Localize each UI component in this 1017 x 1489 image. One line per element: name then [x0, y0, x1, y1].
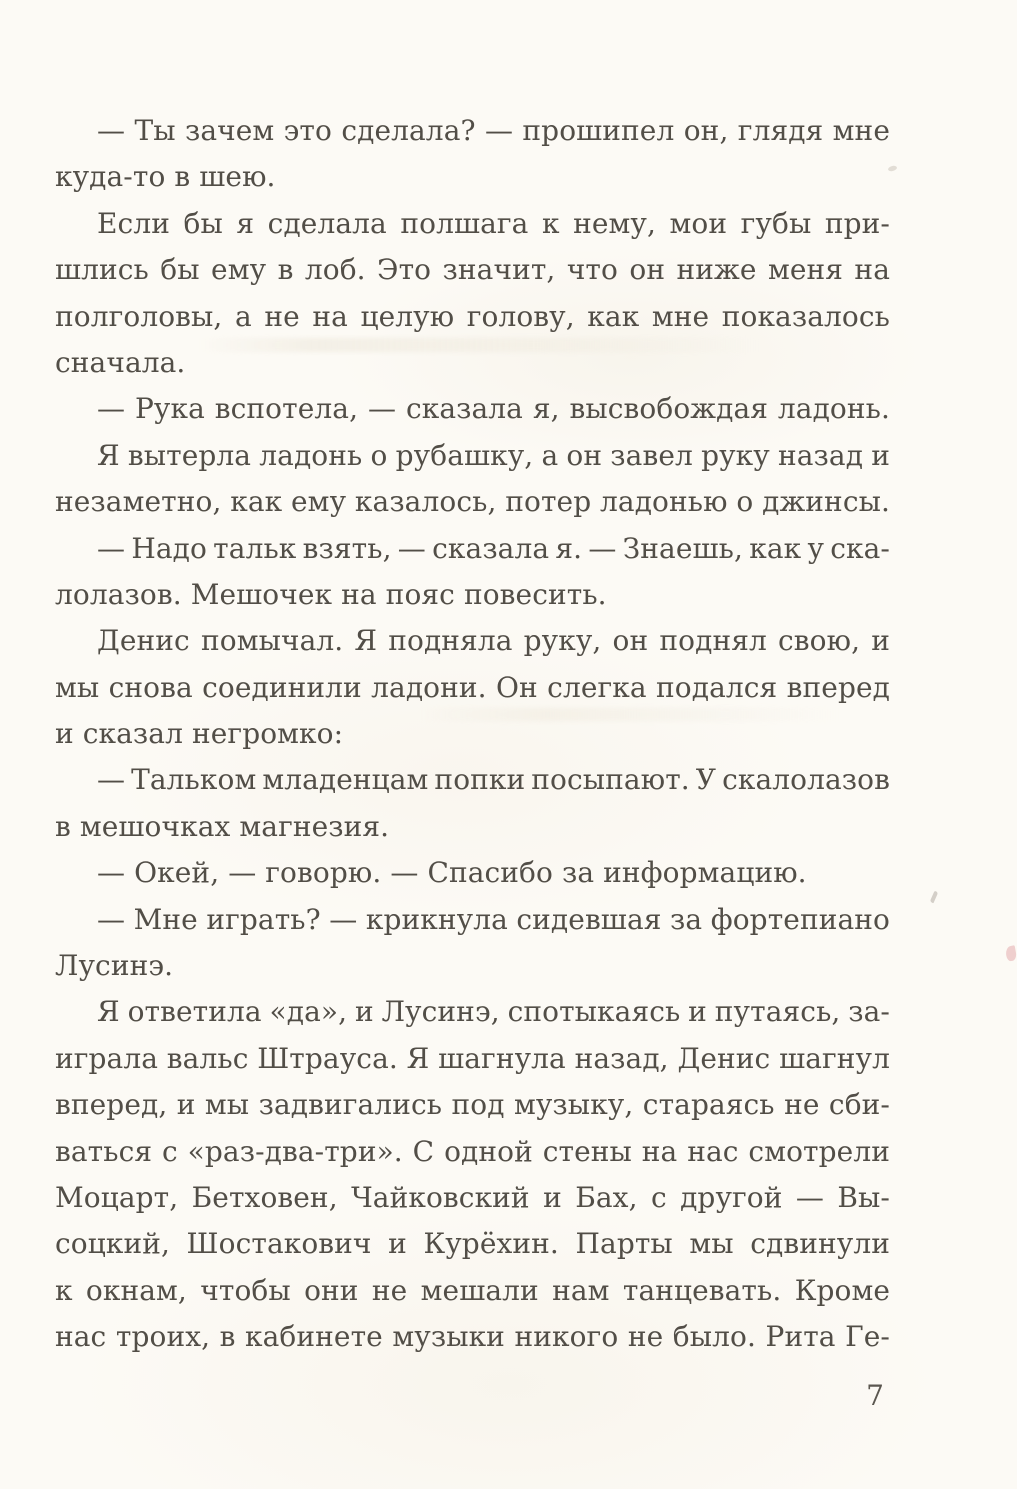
line-text: и сказал негромко:	[55, 717, 344, 751]
line-text: шлись бы ему в лоб. Это значит, что он ниже меня на	[55, 253, 890, 287]
text-line	[55, 1129, 890, 1175]
text-line	[55, 1268, 890, 1314]
line-text: — Окей, — говорю. — Спасибо за информацию.	[97, 856, 807, 890]
line-text: ваться с «раз-два-три». С одной стены на нас смотрели	[55, 1134, 890, 1168]
line-text: — Надо тальк взять, — сказала я. — Знаешь, как у ска-	[97, 531, 890, 565]
text-line	[55, 479, 890, 525]
text-line	[55, 294, 890, 340]
text-line	[55, 618, 890, 664]
line-text: соцкий, Шостакович и Курёхин. Парты мы сдвинули	[55, 1227, 890, 1261]
line-text: незаметно, как ему казалось, потер ладонью о джинсы.	[55, 485, 890, 519]
text-line	[55, 108, 890, 154]
text-line	[55, 897, 890, 943]
text-line	[55, 572, 890, 618]
text-line	[55, 1036, 890, 1082]
text-line	[55, 201, 890, 247]
line-text: мы снова соединили ладони. Он слегка подался вперед	[55, 670, 890, 704]
text-line	[55, 850, 890, 896]
line-text: играла вальс Штрауса. Я шагнула назад, Денис шагнул	[55, 1041, 890, 1075]
line-text: Если бы я сделала полшага к нему, мои губы при-	[97, 206, 890, 240]
text-line	[55, 433, 890, 479]
line-text: лолазов. Мешочек на пояс повесить.	[55, 577, 607, 611]
text-line	[55, 526, 890, 572]
line-text: — Рука вспотела, — сказала я, высвобождая ладонь.	[97, 392, 890, 426]
page-number: 7	[866, 1379, 884, 1412]
text-line	[55, 1221, 890, 1267]
line-text: вперед, и мы задвигались под музыку, стараясь не сби-	[55, 1088, 890, 1122]
text-line	[55, 1175, 890, 1221]
text-line	[55, 804, 890, 850]
line-text: — Тальком младенцам попки посыпают. У скалолазов	[97, 763, 890, 797]
text-line	[55, 340, 890, 386]
line-text: Я ответила «да», и Лусинэ, спотыкаясь и путаясь, за-	[97, 995, 890, 1029]
text-block	[55, 108, 890, 1361]
line-text: куда-то в шею.	[55, 160, 276, 194]
line-text: — Мне играть? — крикнула сидевшая за фортепиано	[97, 902, 890, 936]
line-text: Лусинэ.	[55, 949, 174, 983]
text-line	[55, 154, 890, 200]
text-line	[55, 757, 890, 803]
line-text: Я вытерла ладонь о рубашку, а он завел руку назад и	[97, 438, 890, 472]
scan-artifact	[930, 891, 939, 904]
line-text: полголовы, а не на целую голову, как мне показалось	[55, 299, 890, 333]
line-text: — Ты зачем это сделала? — прошипел он, глядя мне	[97, 114, 890, 147]
text-line	[55, 943, 890, 989]
text-line	[55, 711, 890, 757]
scan-artifact	[1005, 945, 1017, 962]
line-text: Денис помычал. Я подняла руку, он поднял свою, и	[97, 624, 890, 658]
line-text: в мешочках магнезия.	[55, 809, 390, 843]
text-line	[55, 989, 890, 1035]
text-line	[55, 386, 890, 432]
text-line	[55, 665, 890, 711]
text-line	[55, 1314, 890, 1360]
line-text: нас троих, в кабинете музыки никого не было. Рита Ге-	[55, 1320, 890, 1354]
line-text: к окнам, чтобы они не мешали нам танцевать. Кроме	[55, 1273, 890, 1307]
line-text: сначала.	[55, 345, 186, 379]
text-line	[55, 247, 890, 293]
text-line	[55, 1082, 890, 1128]
line-text: Моцарт, Бетховен, Чайковский и Бах, с другой — Вы-	[55, 1180, 890, 1214]
